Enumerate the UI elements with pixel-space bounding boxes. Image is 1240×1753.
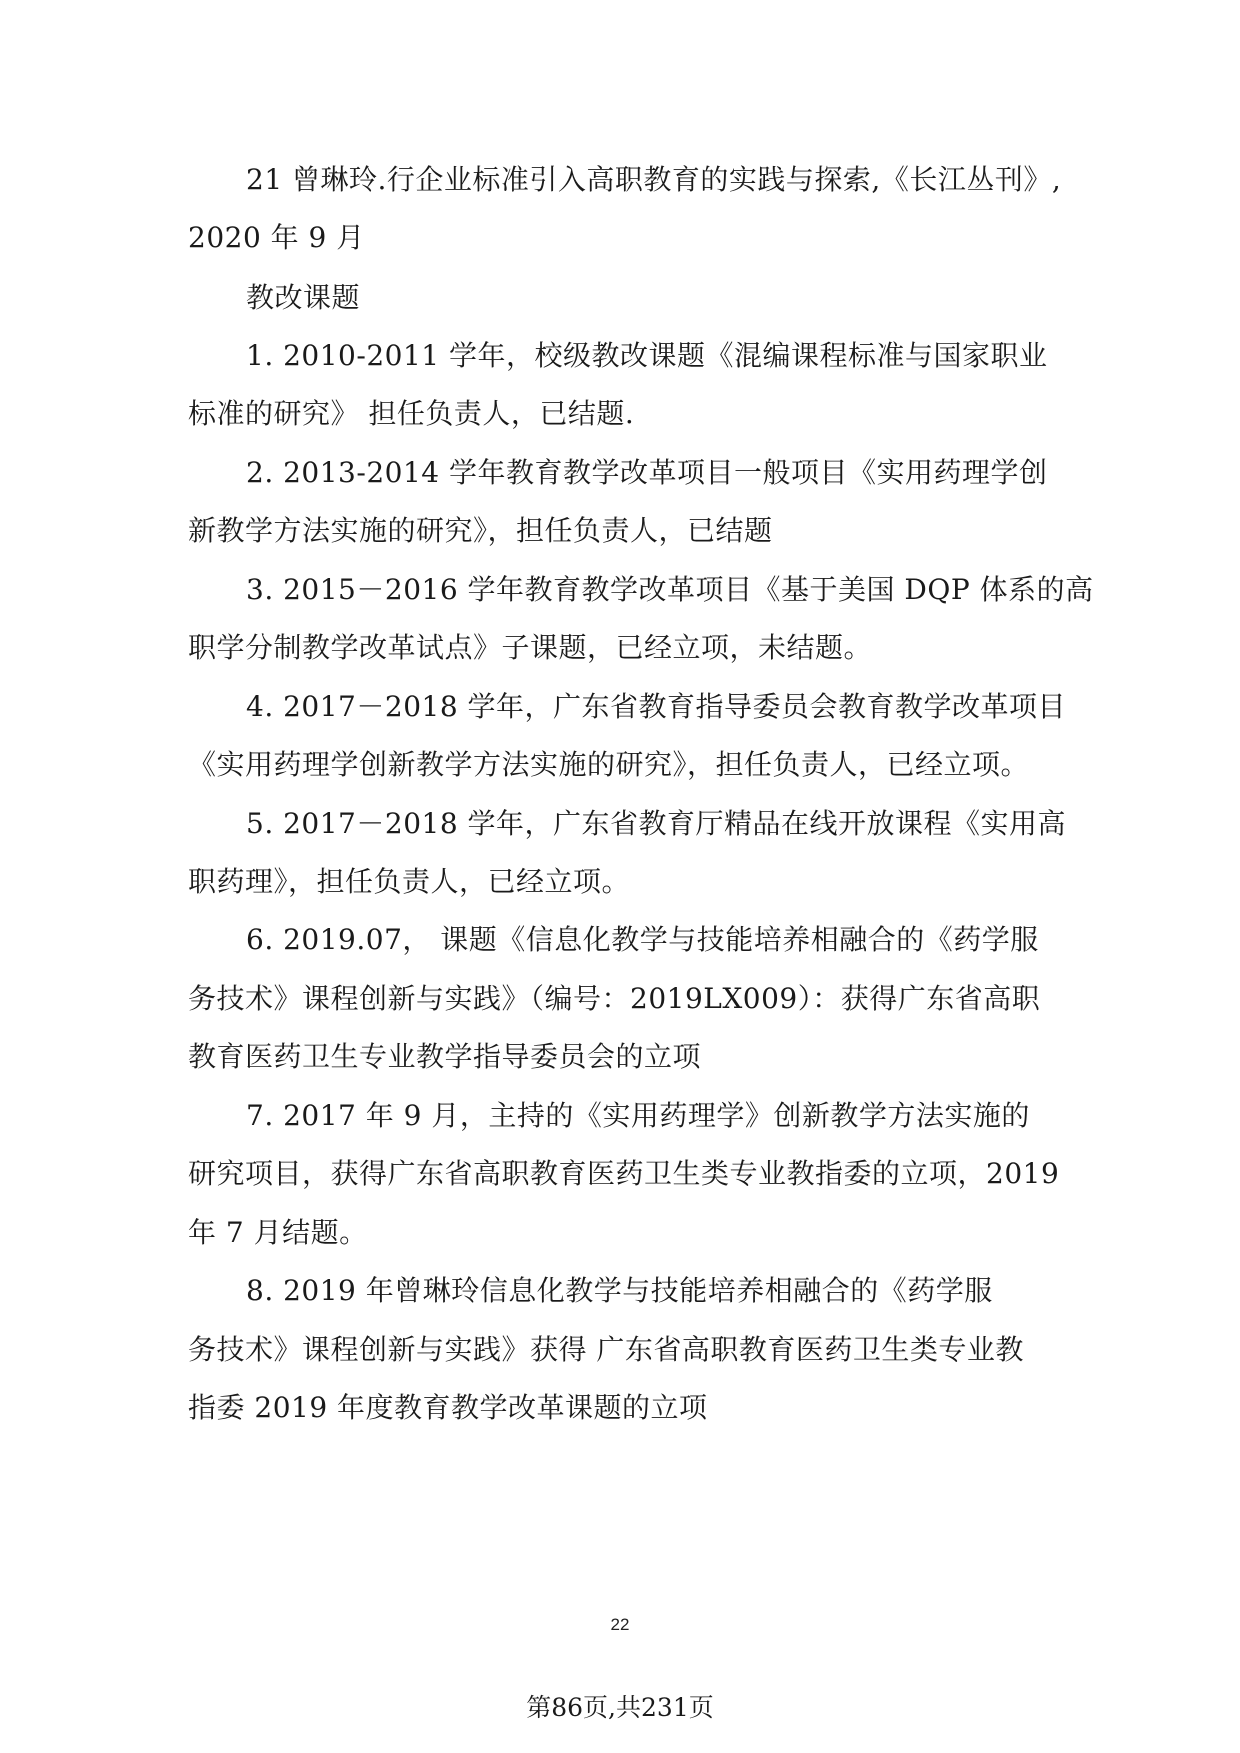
text-line: 教育医药卫生专业教学指导委员会的立项 bbox=[188, 1040, 702, 1073]
text-line: 4. 2017－2018 学年，广东省教育指导委员会教育教学改革项目 bbox=[246, 690, 1067, 723]
text-line: 21 曾琳玲.行企业标准引入高职教育的实践与探索,《长江丛刊》, bbox=[246, 163, 1062, 196]
text-line: 6. 2019.07， 课题《信息化教学与技能培养相融合的《药学服 bbox=[246, 923, 1039, 956]
section-heading: 教改课题 bbox=[246, 281, 361, 314]
text-line: 标准的研究》 担任负责人，已结题. bbox=[188, 397, 635, 430]
page-count: 第86页,共231页 bbox=[526, 1693, 714, 1722]
text-line: 2. 2013-2014 学年教育教学改革项目一般项目《实用药理学创 bbox=[246, 456, 1048, 489]
text-line: 指委 2019 年度教育教学改革课题的立项 bbox=[188, 1391, 708, 1424]
text-line: 务技术》课程创新与实践》获得 广东省高职教育医药卫生类专业教 bbox=[188, 1333, 1024, 1366]
text-line: 2020 年 9 月 bbox=[188, 221, 365, 254]
text-line: 5. 2017－2018 学年，广东省教育厅精品在线开放课程《实用高 bbox=[246, 807, 1067, 840]
text-line: 《实用药理学创新教学方法实施的研究》，担任负责人，已经立项。 bbox=[188, 748, 1030, 781]
page-number: 22 bbox=[610, 1615, 630, 1634]
text-line: 职学分制教学改革试点》子课题，已经立项，未结题。 bbox=[188, 631, 873, 664]
text-line: 7. 2017 年 9 月，主持的《实用药理学》创新教学方法实施的 bbox=[246, 1099, 1030, 1132]
text-line: 务技术》课程创新与实践》（编号：2019LX009）：获得广东省高职 bbox=[188, 982, 1041, 1015]
text-line: 研究项目，获得广东省高职教育医药卫生类专业教指委的立项，2019 bbox=[188, 1157, 1060, 1190]
text-line: 新教学方法实施的研究》，担任负责人，已结题 bbox=[188, 514, 773, 547]
text-line: 年 7 月结题。 bbox=[188, 1216, 368, 1249]
text-line: 3. 2015－2016 学年教育教学改革项目《基于美国 DQP 体系的高 bbox=[246, 573, 1094, 606]
text-line: 8. 2019 年曾琳玲信息化教学与技能培养相融合的《药学服 bbox=[246, 1274, 993, 1307]
text-line: 1. 2010-2011 学年，校级教改课题《混编课程标准与国家职业 bbox=[246, 339, 1048, 372]
text-line: 职药理》，担任负责人，已经立项。 bbox=[188, 865, 631, 898]
